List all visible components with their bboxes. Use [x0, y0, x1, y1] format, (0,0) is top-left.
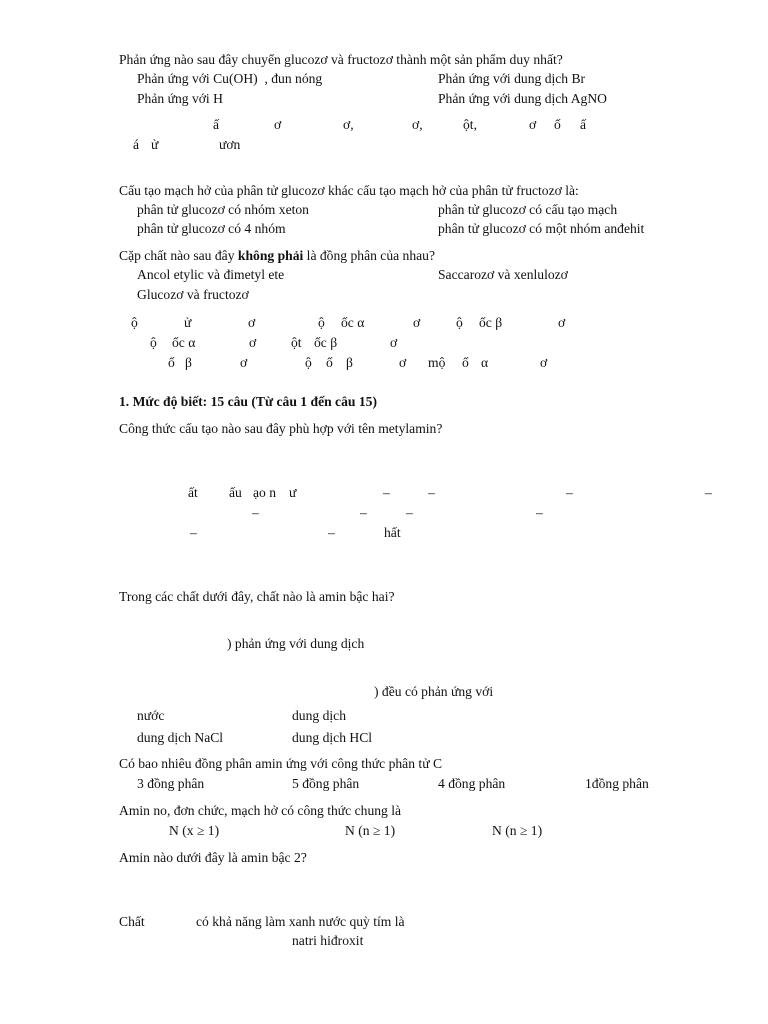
text-fragment: –	[190, 525, 197, 540]
answer-option: Ancol etylic và đimetyl ete	[137, 267, 285, 282]
text-fragment: –	[328, 525, 335, 540]
text-fragment: –	[705, 485, 712, 500]
answer-option: N (n ≥ 1)	[345, 823, 396, 838]
answer-option: 4 đồng phân	[438, 776, 506, 791]
text-fragment: ốc α	[172, 335, 196, 350]
text-fragment: β	[185, 355, 192, 370]
text-fragment: ốc α	[341, 315, 365, 330]
question-text: Có bao nhiêu đồng phân amin ứng với công thức phân tử C	[119, 756, 443, 771]
text-fragment: ơ	[240, 355, 248, 370]
answer-option: 3 đồng phân	[137, 776, 205, 791]
text-fragment: ) đều có phản ứng với	[374, 684, 494, 699]
emphasis-text: không phải	[237, 248, 304, 263]
text-fragment: ất	[188, 485, 198, 500]
text-fragment: ốc β	[314, 335, 338, 350]
answer-option: natri hiđroxit	[292, 933, 364, 948]
question-text: Phản ứng nào sau đây chuyển glucozơ và fructozơ thành một sản phẩm duy nhất?	[119, 52, 563, 67]
text-fragment: ơ	[558, 315, 566, 330]
answer-option: phân tử glucozơ có 4 nhóm	[137, 221, 286, 236]
answer-option: Phản ứng với dung dịch AgNO	[438, 91, 607, 106]
text-fragment: ố	[168, 355, 175, 370]
question-text: Cấu tạo mạch hở của phân tử glucozơ khác cấu tạo mạch hở của phân tử fructozơ là:	[119, 183, 579, 198]
answer-option: 5 đồng phân	[292, 776, 360, 791]
text-fragment: α	[481, 355, 489, 370]
text-fragment: ấu	[229, 485, 242, 500]
answer-option: phân tử glucozơ có một nhóm anđehit	[438, 221, 645, 236]
text-fragment: ạo n	[253, 485, 277, 500]
text-fragment: ộ	[456, 315, 463, 330]
text-fragment: –	[383, 485, 390, 500]
question-text: Amin no, đơn chức, mạch hở có công thức chung là	[119, 803, 402, 818]
answer-option: Glucozơ và fructozơ	[137, 287, 249, 302]
text-fragment: ơ	[413, 315, 421, 330]
answer-option: N (x ≥ 1)	[169, 823, 220, 838]
text-fragment: ố	[554, 117, 561, 132]
text-fragment: ấ	[580, 117, 587, 132]
text-fragment: –	[406, 505, 413, 520]
text-fragment: β	[346, 355, 353, 370]
text-fragment: ơ	[248, 315, 256, 330]
text-fragment: –	[428, 485, 435, 500]
question-text: Amin nào dưới đây là amin bậc 2?	[119, 850, 307, 865]
answer-option: dung dịch	[292, 708, 346, 723]
text-fragment: ) phản ứng với dung dịch	[227, 636, 365, 651]
text-fragment: ộ	[131, 315, 138, 330]
text-fragment: ử	[151, 137, 159, 152]
text-fragment: mộ	[428, 355, 446, 370]
question-text: Cặp chất nào sau đây không phải là đồng phân của nhau?	[119, 248, 436, 263]
text-fragment: ơ,	[412, 117, 423, 132]
text-fragment: ử	[184, 315, 192, 330]
answer-option: phân tử glucozơ có nhóm xeton	[137, 202, 309, 217]
answer-option: dung dịch HCl	[292, 730, 373, 745]
answer-option: Phản ứng với H	[137, 91, 223, 106]
answer-option: Phản ứng với dung dịch Br	[438, 71, 586, 86]
text-fragment: ốc β	[479, 315, 503, 330]
answer-option: phân tử glucozơ có cấu tạo mạch	[438, 202, 618, 217]
question-text: có khả năng làm xanh nước quỳ tím là	[196, 914, 405, 929]
answer-option: 1đồng phân	[585, 776, 649, 791]
text-fragment: á	[133, 137, 140, 152]
text-fragment: ơ	[540, 355, 548, 370]
section-heading: 1. Mức độ biết: 15 câu (Từ câu 1 đến câu 15)	[119, 394, 377, 409]
text-fragment: ươn	[219, 137, 241, 152]
text-fragment: ộ	[318, 315, 325, 330]
text-fragment: ố	[462, 355, 469, 370]
question-text: Công thức cấu tạo nào sau đây phù hợp với tên metylamin?	[119, 421, 443, 436]
text-fragment: –	[566, 485, 573, 500]
text-fragment: ơ	[529, 117, 537, 132]
text-fragment: ấ	[213, 117, 220, 132]
text-fragment: ơ	[274, 117, 282, 132]
text-fragment: –	[252, 505, 259, 520]
text-fragment: ư	[289, 485, 297, 500]
answer-option: dung dịch NaCl	[137, 730, 224, 745]
text-fragment: ơ	[399, 355, 407, 370]
answer-option: Phản ứng với Cu(OH) , đun nóng	[137, 71, 323, 86]
answer-option: Saccarozơ và xenlulozơ	[438, 267, 568, 282]
question-text: Chất	[119, 914, 145, 929]
text-fragment: ơ,	[343, 117, 354, 132]
answer-option: N (n ≥ 1)	[492, 823, 543, 838]
answer-option: nước	[137, 708, 165, 723]
text-fragment: ố	[326, 355, 333, 370]
text-fragment: hất	[384, 525, 401, 540]
text-fragment: ơ	[390, 335, 398, 350]
text-fragment: –	[360, 505, 367, 520]
question-text: Trong các chất dưới đây, chất nào là amin bậc hai?	[119, 589, 395, 604]
text-fragment: ộ	[305, 355, 312, 370]
text-fragment: –	[536, 505, 543, 520]
text-fragment: ơ	[249, 335, 257, 350]
text-fragment: ột,	[463, 117, 477, 132]
text-fragment: ộ	[150, 335, 157, 350]
text-fragment: ột	[291, 335, 302, 350]
